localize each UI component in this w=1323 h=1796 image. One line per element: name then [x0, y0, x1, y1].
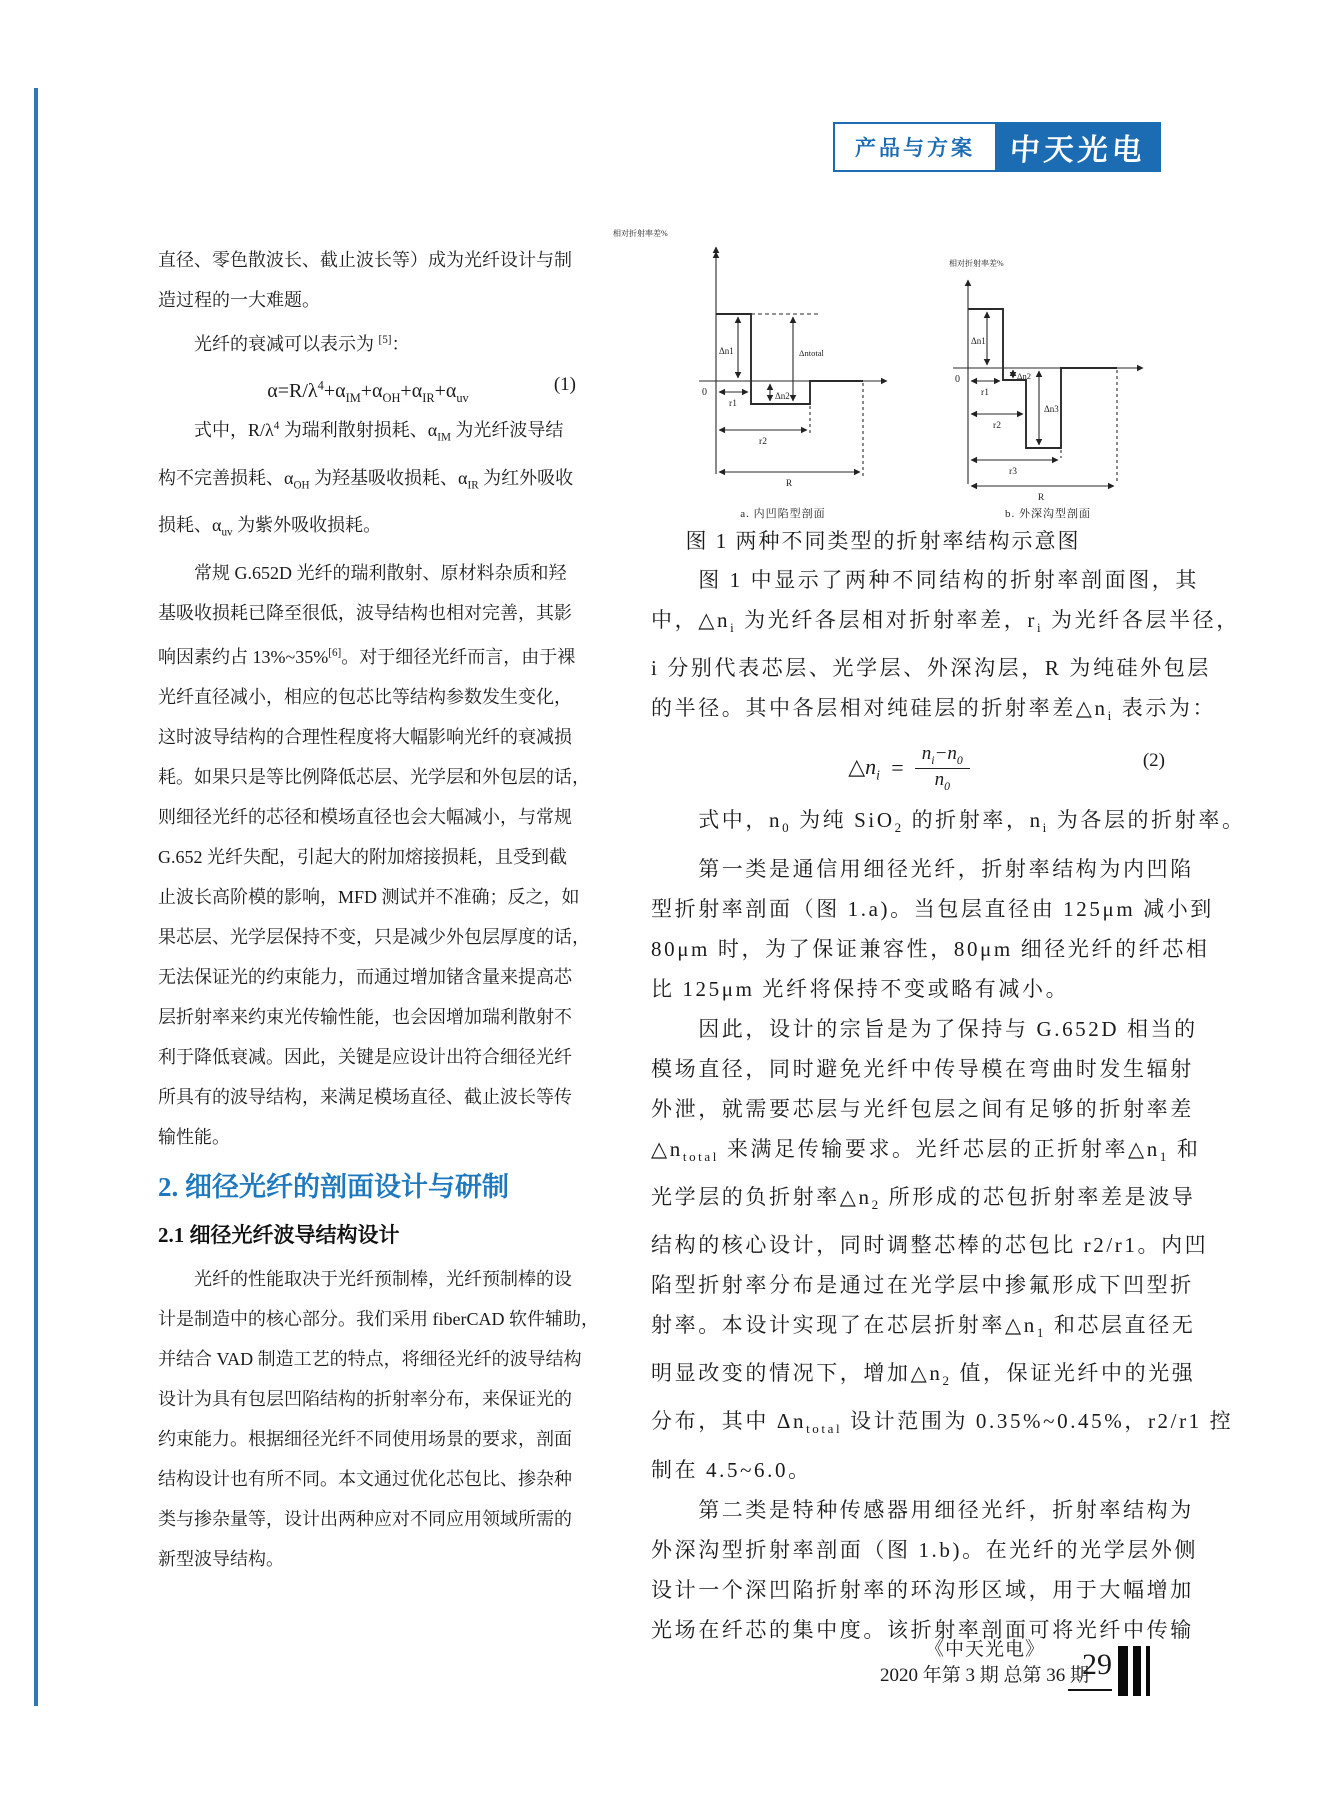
text-line: 光学层的负折射率$\triangle n_2$ 所形成的芯包折射率差是波导	[651, 1184, 1196, 1212]
paragraph	[651, 560, 1240, 736]
origin-label-b: 0	[955, 374, 960, 385]
text-line: 第一类是通信用细径光纤，折射率结构为内凹陷	[651, 856, 1194, 881]
text-line: 基吸收损耗已降至很低，波导结构也相对完善，其影	[158, 602, 572, 623]
R-label-a: R	[785, 479, 793, 489]
equation-2-fraction	[915, 743, 970, 794]
text-line: 型折射率剖面（图 1.a)。当包层直径由 125μm 减小到	[651, 896, 1214, 921]
text-line: 设计为具有包层凹陷结构的折射率分布，来保证光的	[158, 1388, 572, 1409]
r2-label-a: r2	[759, 437, 767, 447]
text-line: 式中，$n_0$ 为纯 SiO$_2$ 的折射率，$n_i$ 为各层的折射率。	[651, 808, 1246, 836]
footer-issue-info: 2020 年第 3 期 总第 36 期	[880, 1665, 1090, 1686]
profile-a	[613, 228, 887, 520]
text-line: 所具有的波导结构，来满足模场直径、截止波长等传	[158, 1086, 572, 1107]
text-line: 中，$\triangle n_i$ 为光纤各层相对折射率差，$r_i$ 为光纤各层半径，	[651, 608, 1240, 636]
right-column	[593, 222, 1246, 1650]
text-line: 射率。本设计实现了在芯层折射率$\triangle n_1$ 和芯层直径无	[651, 1312, 1196, 1341]
text-line: 果芯层、光学层保持不变，只是减少外包层厚度的话，	[158, 926, 590, 947]
text-line: 造过程的一大难题。	[158, 290, 320, 310]
text-line: 光纤直径减小，相应的包芯比等结构参数发生变化，	[158, 686, 572, 707]
equation-1-number: (1)	[553, 374, 576, 395]
text-line: 明显改变的情况下，增加$\triangle n_2$ 值，保证光纤中的光强	[651, 1361, 1196, 1389]
fraction-numerator: $n_i-n_0$	[915, 743, 970, 769]
text-line: 无法保证光的约束能力，而通过增加锗含量来提高芯	[158, 966, 572, 987]
text-line: 式中，$R/\lambda^4$ 为瑞利散射损耗、$\alpha_{IM}$ 为光纤波导结	[158, 420, 564, 444]
text-line: i 分别代表芯层、光学层、外深沟层，R 为纯硅外包层	[651, 656, 1211, 681]
text-line: 第二类是特种传感器用细径光纤，折射率结构为	[651, 1497, 1194, 1522]
text-line: 光纤的性能取决于光纤预制棒，光纤预制棒的设	[158, 1268, 572, 1289]
left-edge-rule	[34, 88, 38, 1706]
text-line: 构不完善损耗、$\alpha_{OH}$ 为羟基吸收损耗、$\alpha_{IR}$ 为红外吸收	[158, 467, 574, 492]
delta-n3-label-b: Δn3	[1044, 404, 1059, 414]
text-line: 结构的核心设计，同时调整芯棒的芯包比 r2/r1。内凹	[651, 1232, 1209, 1257]
caption-a: a. 内凹陷型剖面	[740, 508, 826, 520]
text-line: 损耗、$\alpha_{uv}$ 为紫外吸收损耗。	[158, 515, 382, 539]
section-heading: 2. 细径光纤的剖面设计与研制	[158, 1171, 509, 1202]
left-column	[158, 240, 599, 1579]
text-line: 制在 4.5~6.0。	[651, 1457, 812, 1482]
delta-n1-label-a: Δn1	[719, 346, 734, 356]
text-line: 新型波导结构。	[158, 1548, 284, 1569]
footer-journal-name: 《中天光电》	[924, 1639, 1045, 1660]
right-column-text	[651, 560, 1246, 1650]
section-tag-box	[833, 122, 997, 172]
R-label-b: R	[1037, 493, 1045, 503]
text-line: 约束能力。根据细径光纤不同使用场景的要求，剖面	[158, 1428, 572, 1449]
r2-label-b: r2	[993, 421, 1001, 431]
text-line: 输性能。	[158, 1126, 230, 1147]
text-line: 模场直径，同时避免光纤中传导模在弯曲时发生辐射	[651, 1056, 1194, 1081]
text-line: 直径、零色散波长、截止波长等）成为光纤设计与制	[158, 250, 572, 270]
section-tag-label: 产品与方案	[855, 137, 975, 160]
text-line: 光场在纤芯的集中度。该折射率剖面可将光纤中传输	[651, 1617, 1194, 1642]
profile-b	[949, 258, 1143, 520]
footer-bar-ornament	[1118, 1646, 1150, 1696]
text-line: 则细径光纤的芯径和模场直径也会大幅减小，与常规	[158, 806, 572, 827]
text-line: 响因素约占 13%~35%[6]。对于细径光纤而言，由于裸	[158, 646, 576, 667]
paragraph	[158, 240, 578, 364]
axis-label-a: 相对折射率差%	[613, 229, 668, 238]
text-line: G.652 光纤失配，引起大的附加熔接损耗，且受到截	[158, 846, 567, 867]
delta-n2-label-b: Δn2	[1017, 371, 1031, 381]
text-line: 利于降低衰减。因此，关键是应设计出符合细径光纤	[158, 1046, 572, 1067]
text-line: 因此，设计的宗旨是为了保持与 G.652D 相当的	[651, 1016, 1198, 1041]
brand-logo-text: 中天光电	[1008, 134, 1147, 167]
equation-2-lhs: $\triangle n_i$	[848, 753, 880, 783]
figure-1-diagram	[593, 222, 1170, 524]
paragraph	[158, 406, 590, 1157]
text-line: 常规 G.652D 光纤的瑞利散射、原材料杂质和羟	[158, 562, 567, 583]
text-line: 外泄，就需要芯层与光纤包层之间有足够的折射率差	[651, 1096, 1194, 1121]
equation-2-equals: =	[889, 755, 905, 781]
equation-2-number: (2)	[1142, 750, 1165, 772]
equation-2	[651, 736, 1167, 800]
paragraph	[158, 1259, 599, 1579]
text-line: 并结合 VAD 制造工艺的特点，将细径光纤的波导结构	[158, 1348, 582, 1369]
text-line: 外深沟型折射率剖面（图 1.b)。在光纤的光学层外侧	[651, 1537, 1199, 1562]
footer-page-number: 29	[1082, 1648, 1112, 1681]
text-line: 的半径。其中各层相对纯硅层的折射率差$\triangle n_i$ 表示为：	[651, 696, 1217, 724]
origin-label-a: 0	[702, 387, 707, 398]
delta-n2-label-a: Δn2	[775, 391, 790, 401]
axis-label-b: 相对折射率差%	[949, 259, 1004, 268]
text-line: 耗。如果只是等比例降低芯层、光学层和外包层的话，	[158, 766, 590, 787]
delta-ntotal-label-a: Δntotal	[799, 348, 824, 358]
delta-n1-label-b: Δn1	[971, 336, 986, 346]
equation-1-body: $\alpha=R/\lambda^4+\alpha_{IM}+\alpha_{OH}+\alpha_{IR}+\alpha_{uv}$	[267, 378, 469, 405]
brand-logo-box	[995, 122, 1161, 172]
text-line: 图 1 中显示了两种不同结构的折射率剖面图，其	[651, 568, 1199, 592]
text-line: 陷型折射率分布是通过在光学层中掺氟形成下凹型折	[651, 1272, 1194, 1297]
text-line: 80μm 时，为了保证兼容性，80μm 细径光纤的纤芯相	[651, 936, 1210, 961]
fraction-denominator: $n_0$	[934, 769, 950, 794]
text-line: 这时波导结构的合理性程度将大幅影响光纤的衰减损	[158, 726, 572, 747]
r1-label-b: r1	[981, 388, 989, 398]
r1-label-a: r1	[729, 399, 737, 409]
text-line: 止波长高阶模的影响，MFD 测试并不准确；反之，如	[158, 886, 580, 907]
caption-b: b. 外深沟型剖面	[1005, 508, 1091, 520]
text-line: 比 125μm 光纤将保持不变或略有减小。	[651, 976, 1070, 1001]
text-line: 层折射率来约束光传输性能，也会因增加瑞利散射不	[158, 1006, 572, 1027]
text-line: 光纤的衰减可以表示为 [5]：	[158, 334, 410, 354]
subsection-heading: 2.1 细径光纤波导结构设计	[158, 1222, 400, 1247]
text-line: 设计一个深凹陷折射率的环沟形区域，用于大幅增加	[651, 1577, 1194, 1602]
figure-1-title: 图 1 两种不同类型的折射率结构示意图	[685, 529, 1081, 553]
r3-label-b: r3	[1009, 467, 1017, 477]
equation-1	[158, 364, 578, 406]
footer-page-rule	[1068, 1689, 1112, 1691]
paragraph	[651, 800, 1246, 1649]
text-line: 计是制造中的核心部分。我们采用 fiberCAD 软件辅助，	[158, 1308, 599, 1329]
text-line: 分布，其中 $\Delta n_{total}$ 设计范围为 0.35%~0.45%，r2/r1 控	[651, 1409, 1234, 1437]
text-line: 结构设计也有所不同。本文通过优化芯包比、掺杂种	[158, 1468, 572, 1489]
text-line: $\triangle n_{total}$ 来满足传输要求。光纤芯层的正折射率$\triangle n_1$ 和	[651, 1136, 1201, 1164]
text-line: 类与掺杂量等，设计出两种应对不同应用领域所需的	[158, 1508, 572, 1529]
